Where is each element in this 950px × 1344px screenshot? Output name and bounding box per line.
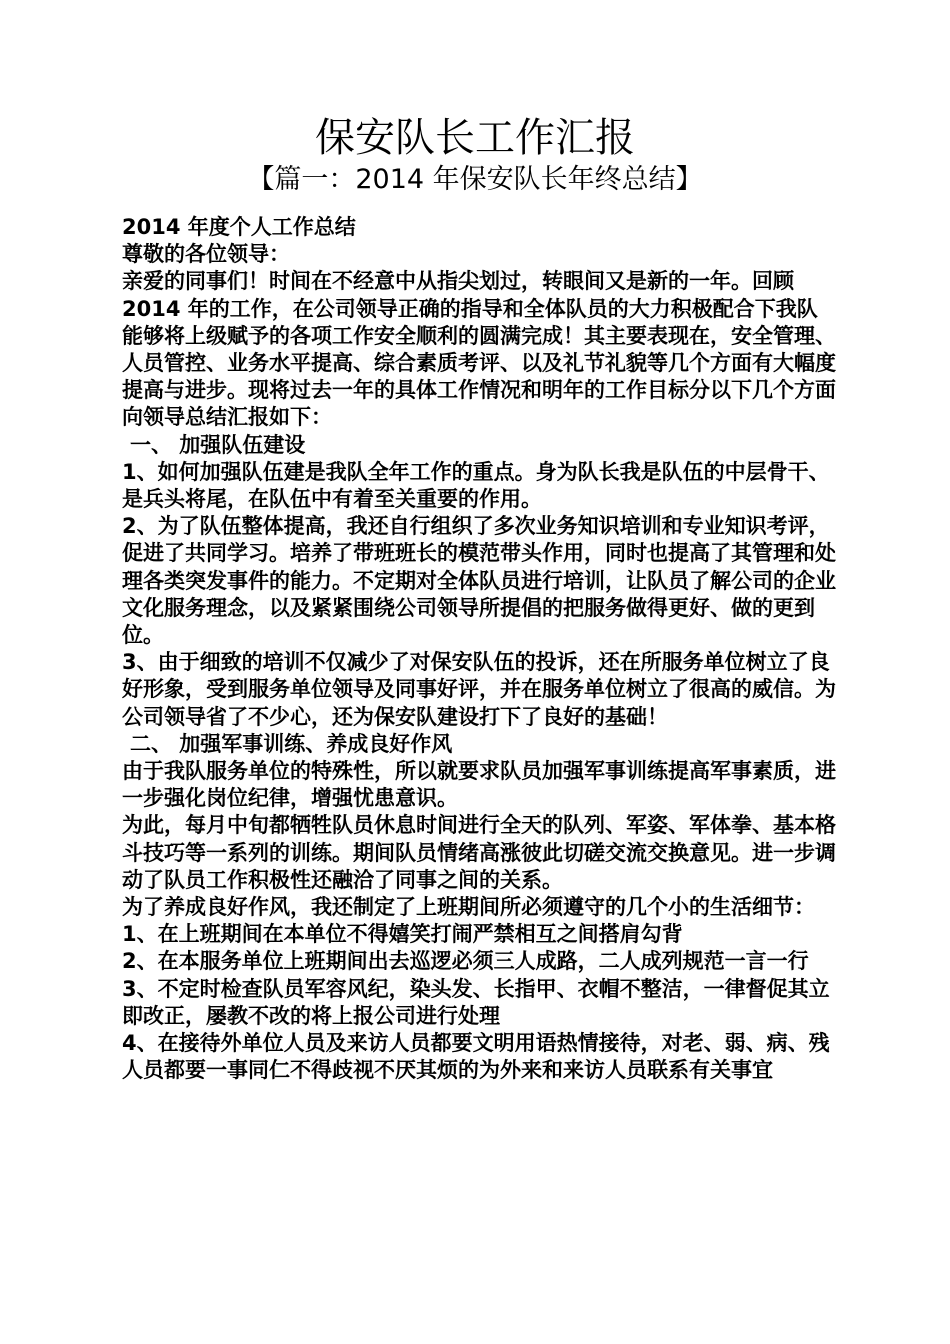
paragraph: 为了养成良好作风，我还制定了上班期间所必须遵守的几个小的生活细节：	[122, 895, 815, 920]
paragraph: 一、 加强队伍建设	[130, 432, 306, 457]
paragraph: 2、为了队伍整体提高，我还自行组织了多次业务知识培训和专业知识考评，促进了共同学习。培养了带班班长的模范带头作用，同时也提高了其管理和处理各类突发事件的能力。不定期对全体队员进行培训，让队员了解公司的企业文化服务理念，以及紧紧围绕公司领导所提倡的把服务做得更好、做的更到位。	[122, 514, 836, 648]
paragraph: 为此，每月中旬都牺牲队员休息时间进行全天的队列、军姿、军体拳、基本格斗技巧等一系列的训练。期间队员情绪高涨彼此切磋交流交换意见。进一步调动了队员工作积极性还融洽了同事之间的关系。	[122, 813, 836, 892]
paragraph: 由于我队服务单位的特殊性，所以就要求队员加强军事训练提高军事素质，进一步强化岗位纪律，增强忧患意识。	[122, 759, 836, 811]
document-subtitle: 【篇一：2014 年保安队长年终总结】	[247, 164, 703, 195]
paragraph: 3、由于细致的培训不仅减少了对保安队伍的投诉，还在所服务单位树立了良好形象，受到服务单位领导及同事好评，并在服务单位树立了很高的威信。为公司领导省了不少心，还为保安队建设打下了良好的基础！	[122, 650, 836, 729]
paragraph: 1、如何加强队伍建是我队全年工作的重点。身为队长我是队伍的中层骨干、是兵头将尾，在队伍中有着至关重要的作用。	[122, 459, 830, 512]
paragraph: 1、在上班期间在本单位不得嬉笑打闹严禁相互之间搭肩勾背	[122, 922, 683, 947]
paragraph: 4、在接待外单位人员及来访人员都要文明用语热情接待，对老、弱、病、残人员都要一事同仁不得歧视不厌其烦的为外来和来访人员联系有关事宜	[122, 1031, 830, 1083]
paragraph: 2、在本服务单位上班期间出去巡逻必须三人成路，二人成列规范一言一行	[122, 949, 809, 974]
paragraph: 亲爱的同事们！时间在不经意中从指尖划过，转眼间又是新的一年。回顾 2014 年的工作，在公司领导正确的指导和全体队员的大力积极配合下我队能够将上级赋予的各项工作安全顺利的圆满完成！其主要表现在，安全管理、人员管控、业务水平提高、综合素质考评、以及礼节礼貌等几个方面有大幅度提高与进步。现将过去一年的具体工作情况和明年的工作目标分以下几个方面向领导总结汇报如下：	[122, 269, 836, 430]
document-title: 保安队长工作汇报	[315, 115, 635, 161]
paragraph: 3、不定时检查队员军容风纪，染头发、长指甲、衣帽不整洁，一律督促其立即改正，屡教不改的将上报公司进行处理	[122, 976, 830, 1028]
paragraph: 尊敬的各位领导：	[122, 242, 290, 267]
paragraph: 二、 加强军事训练、养成良好作风	[130, 731, 453, 756]
document-body	[116, 214, 838, 1085]
paragraph: 2014 年度个人工作总结	[122, 215, 356, 239]
